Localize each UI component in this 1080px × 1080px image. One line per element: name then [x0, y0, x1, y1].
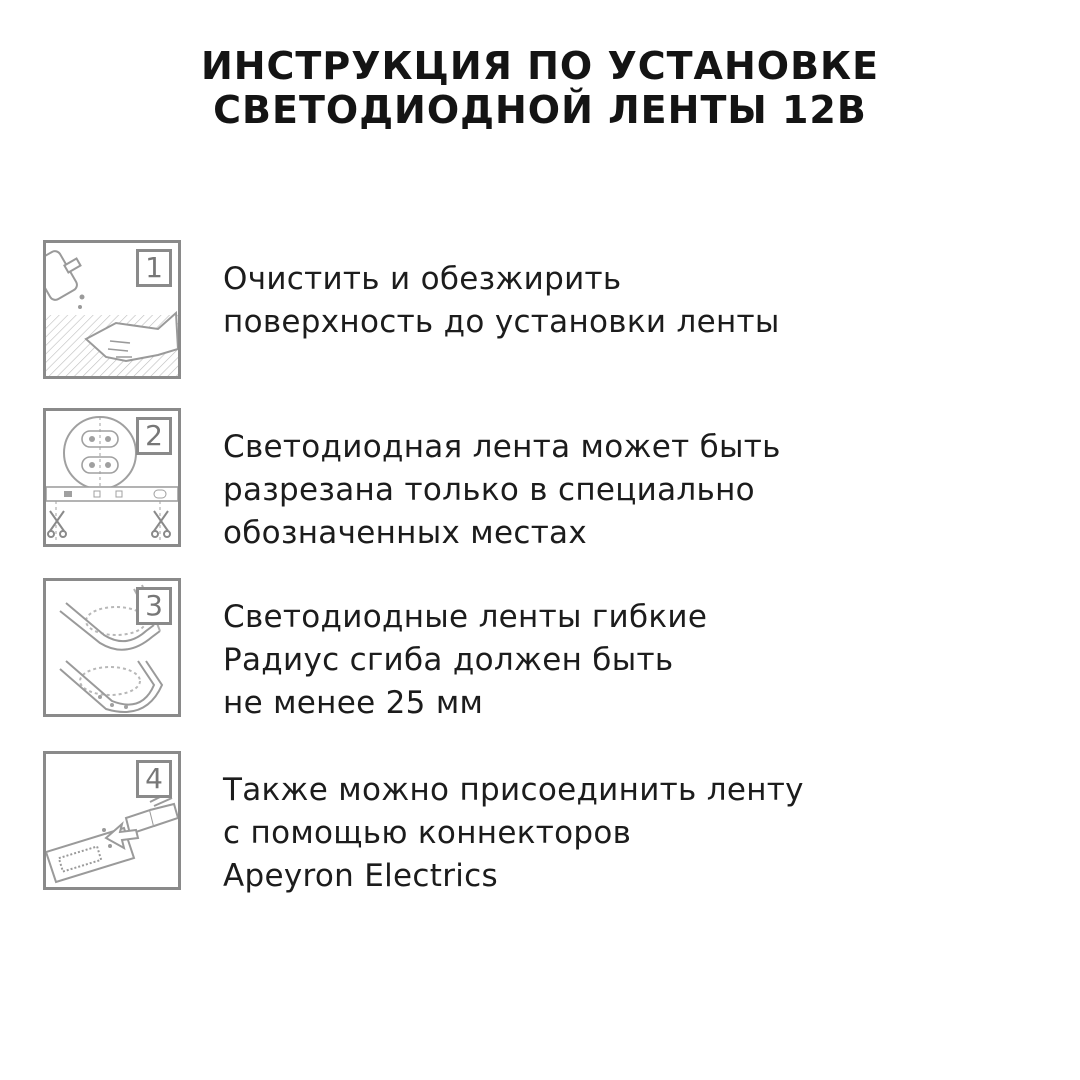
step-text	[223, 769, 804, 898]
page-title	[0, 44, 1080, 132]
instruction-step-1	[43, 240, 1043, 380]
step-text-line: не менее 25 мм	[223, 685, 484, 721]
instruction-step-4	[43, 751, 1043, 894]
title-line-2: СВЕТОДИОДНОЙ ЛЕНТЫ 12В	[213, 88, 867, 132]
step-text-line: Также можно присоединить ленту	[223, 772, 804, 808]
cleaning-surface-icon	[43, 240, 181, 379]
step-text-line: разрезана только в специально	[223, 472, 755, 508]
step-text-line: Очистить и обезжирить	[223, 261, 622, 297]
bend-radius-icon	[43, 578, 181, 717]
instruction-step-3	[43, 578, 1043, 721]
instruction-step-2	[43, 408, 1043, 551]
step-text-line: Радиус сгиба должен быть	[223, 642, 674, 678]
connector-icon	[43, 751, 181, 890]
step-text-line: обозначенных местах	[223, 515, 588, 551]
step-text-line: Apeyron Electrics	[223, 858, 498, 894]
step-text-line: Светодиодная лента может быть	[223, 429, 781, 465]
step-text	[223, 426, 781, 555]
cut-marks-icon	[43, 408, 181, 547]
step-number-badge: 1	[136, 249, 172, 287]
title-line-1: ИНСТРУКЦИЯ ПО УСТАНОВКЕ	[200, 44, 880, 88]
step-text-line: Светодиодные ленты гибкие	[223, 599, 708, 635]
step-text	[223, 258, 780, 344]
step-text-line: с помощью коннекторов	[223, 815, 632, 851]
step-number-badge: 4	[136, 760, 172, 798]
step-text-line: поверхность до установки ленты	[223, 304, 780, 340]
step-number-badge: 2	[136, 417, 172, 455]
step-number-badge: 3	[136, 587, 172, 625]
step-text	[223, 596, 707, 725]
